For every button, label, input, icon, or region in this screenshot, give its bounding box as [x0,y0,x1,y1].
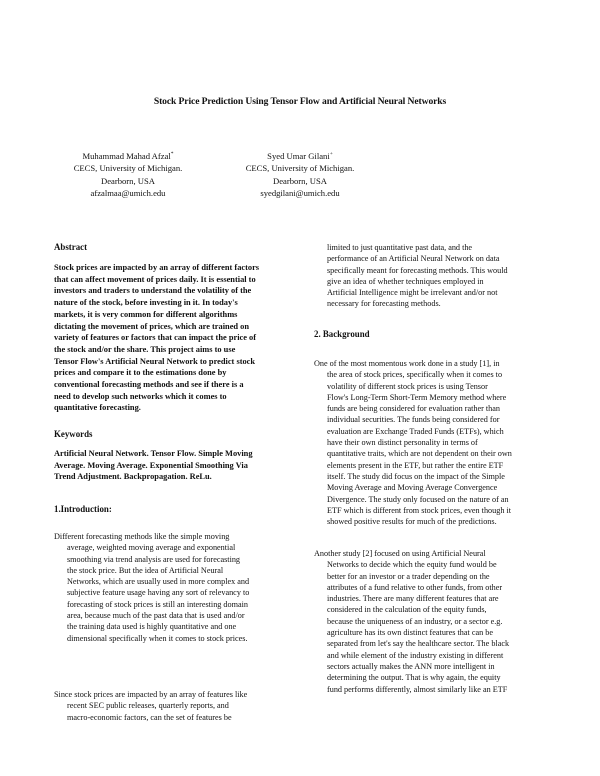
text-line: Another study [2] focused on using Artificial Neural [314,549,486,558]
text-line: dimensional specifically when it comes to stock prices. [67,633,248,643]
background-heading: 2. Background [314,329,370,339]
text-line: smoothing via trend analysis are used for forecasting [67,554,241,564]
text-line: forecasting of stock prices is still an interesting domain [67,599,248,609]
text-line: determining the output. That is why again, the equity [327,673,501,683]
paper-title: Stock Price Prediction Using Tensor Flow and Artificial Neural Networks [153,96,447,107]
introduction-paragraph-2 [54,689,292,723]
author-email-2: syedgilani@umich.edu [260,188,340,199]
text-line: Networks, which are usually used in more complex and [67,577,250,587]
text-line: Artificial Neural Network. Tensor Flow. Simple Moving [54,449,253,458]
text-line: Flow's Long-Term Short-Term Memory method where [327,392,507,402]
author-location-2: Dearborn, USA [273,175,327,186]
text-line: give an idea of whether techniques employed in [327,276,484,286]
text-line: itself. The study did focus on the impact of the Simple [327,471,505,481]
text-line: dictating the movement of prices, which are trained on [54,321,250,331]
text-line: volatility of different stock prices is using Tensor [327,381,488,391]
text-line: considered in the calculation of the equity funds, [327,605,487,615]
text-line: Since stock prices are impacted by an array of features like [54,690,248,699]
text-line: Moving Average and Moving Average Convergence [327,483,498,493]
text-line: recent SEC public releases, quarterly reports, and [67,701,229,711]
text-line: the stock price. But the idea of Artificial Neural [67,565,224,575]
author-email-1: afzalmaa@umich.edu [90,188,166,199]
text-line: funds are being considered for evaluation rather than [327,404,501,414]
abstract-heading: Abstract [54,242,88,252]
author-name-1: Muhammad Mahad Afzal* [82,151,174,161]
text-line: necessary for forecasting methods. [327,299,441,309]
author-name-2: Syed Umar Gilani+ [267,151,333,161]
text-line: evaluation are Exchange Traded Funds (ETFs), which [327,426,504,436]
abstract-text [54,262,292,414]
text-line: markets, it is very common for different algorithms [54,309,238,319]
text-line: separated from let's say the healthcare sector. The black [327,639,510,649]
text-line: conventional forecasting methods and see if there is a [54,380,244,390]
text-line: Trend Adjustment. Backpropagation. ReLu. [54,472,212,482]
text-line: better for an investor or a trader depending on the [327,571,490,581]
text-line: and while element of the industry existing in different [327,650,504,660]
text-line: area, because much of the past data that is used and/or [67,611,245,621]
text-line: prices and compare it to the estimations done by [54,368,227,378]
text-line: elements present in the ETF, but rather the entire ETF [327,460,504,470]
text-line: Artificial Intelligence might be irrelevant and/or not [327,288,498,298]
intro-continued-paragraph [314,242,552,310]
text-line: that can affect movement of prices daily. It is essential to [54,274,256,284]
text-line: specifically meant for forecasting methods. This would [327,265,508,275]
text-line: sectors actually makes the ANN more intelligent in [327,661,495,671]
keywords-text [54,448,292,483]
text-line: One of the most momentous work done in a study [1], in [314,359,500,368]
text-line: quantitative forecasting. [54,403,141,413]
text-line: have their own distinct personality in terms of [327,438,478,448]
text-line: ETF which is different from stock prices, even though it [327,505,512,515]
text-line: performance of an Artificial Neural Network on data [327,254,500,264]
text-line: fund performs differently, almost similarly like an ETF [327,684,508,694]
author-block-2 [205,150,395,200]
text-line: nature of the stock, before investing in it. In today's [54,298,238,308]
text-line: quantitative traits, which are not dependent on their own [327,449,512,459]
text-line: the area of stock prices, specifically when it comes to [327,370,503,380]
text-line: individual securities. The funds being considered for [327,415,500,425]
author-affiliation-1: CECS, University of Michigan. [73,163,183,174]
introduction-heading: 1.Introduction: [54,504,112,514]
text-line: Stock prices are impacted by an array of different factors [54,263,260,272]
text-line: Tensor Flow's Artificial Neural Network to predict stock [54,356,256,366]
background-paragraph-2 [314,548,552,695]
author-block-1 [33,150,223,200]
text-line: variety of features or factors that can impact the price of [54,333,257,343]
text-line: showed positive results for much of the predictions. [327,517,497,527]
text-line: limited to just quantitative past data, and the [327,243,473,252]
keywords-heading: Keywords [54,429,93,439]
background-paragraph-1 [314,358,552,527]
text-line: need to develop such networks which it comes to [54,391,227,401]
text-line: Divergence. The study only focused on the nature of an [327,494,509,504]
text-line: because the uniqueness of an industry, or a sector e.g. [327,616,503,626]
text-line: agriculture has its own distinct features that can be [327,628,493,638]
text-line: Different forecasting methods like the simple moving [54,532,230,541]
author-affiliation-2: CECS, University of Michigan. [245,163,355,174]
text-line: subjective feature usage having any sort of relevancy to [67,588,250,598]
text-line: attributes of a fund relative to other funds, from other [327,582,503,592]
author-location-1: Dearborn, USA [101,175,155,186]
text-line: the training data used is highly quantitative and one [67,622,237,632]
text-line: investors and traders to understand the volatility of the [54,286,252,296]
text-line: industries. There are many different features that are [327,594,499,604]
text-line: macro-economic factors, can the set of features be [67,712,232,722]
text-line: Average. Moving Average. Exponential Smoothing Via [54,460,248,470]
text-line: the stock and/or the share. This project aims to use [54,344,236,354]
text-line: Networks to decide which the equity fund would be [327,560,497,570]
introduction-paragraph-1 [54,531,292,644]
text-line: average, weighted moving average and exponential [67,543,236,553]
